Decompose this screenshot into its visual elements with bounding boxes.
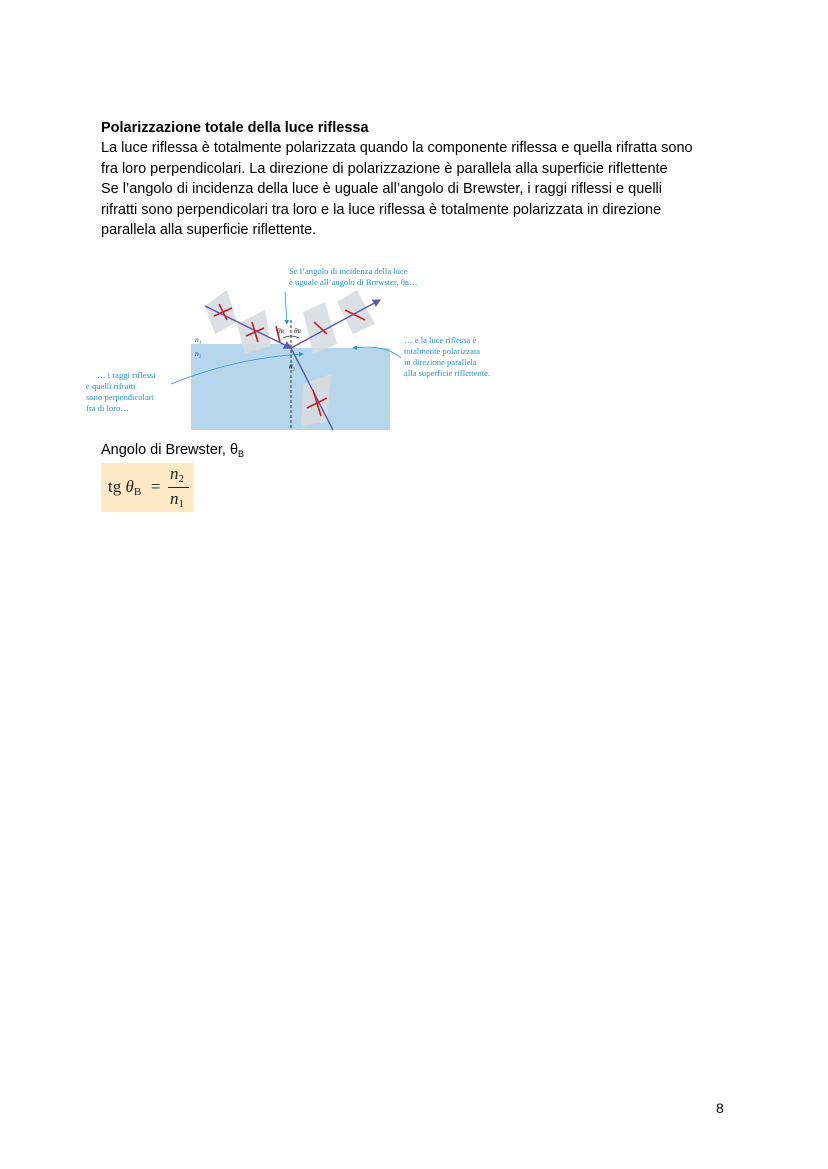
paragraph-line: Se l’angolo di incidenza della luce è uguale all’angolo di Brewster, i raggi riflessi e quelli [101,181,663,197]
caption-pointer-top [285,292,287,324]
formula-lhs: tg $\theta_B$ [108,477,142,498]
left-caption-line: … i raggi riflessi [97,370,156,380]
polarization-card [337,290,375,334]
brewster-formula [101,463,193,512]
polarization-card [205,290,237,334]
right-caption-line: totalmente polarizzata [404,346,481,356]
n1-label: n₁ [195,335,202,344]
paragraph-line: La luce riflessa è totalmente polarizzata quando la componente riflessa e quella rifratta sono [101,140,693,156]
right-caption-line: in direzione parallela [404,357,477,367]
top-caption-line: è uguale all’angolo di Brewster, θʙ… [289,277,418,287]
page-number: 8 [716,1100,724,1116]
n2-label: n₂ [195,349,202,358]
brewster-angle-label: Angolo di Brewster, $\theta_B$ [101,442,245,459]
paragraph-line: fra loro perpendicolari. La direzione di polarizzazione è parallela alla superficie riflettente [101,161,668,177]
fraction-bar [168,487,189,488]
formula-denominator: $n_1$ [170,489,184,510]
paragraph-line: rifratti sono perpendicolari tra loro e la luce riflessa è totalmente polarizzata in direzione [101,202,662,218]
theta-b-label: θʙ [277,326,284,335]
paragraph-line: parallela alla superficie riflettente. [101,222,317,238]
brewster-angle-figure [86,262,515,432]
left-caption-line: e quelli rifratti [86,381,136,391]
formula-numerator: $n_2$ [170,464,184,485]
theta-b-label: θʙ [294,326,301,335]
theta-2-label: θ₂ [289,362,296,371]
section-heading: Polarizzazione totale della luce riflessa [101,120,369,136]
top-caption-line: Se l’angolo di incidenza della luce [289,266,408,276]
formula-equals: = [151,477,161,496]
right-caption-line: … e la luce riflessa è [404,335,477,345]
left-caption-line: fra di loro… [86,403,129,413]
left-caption-line: sono perpendicolari [86,392,155,402]
right-caption-line: alla superficie riflettente. [404,368,491,378]
